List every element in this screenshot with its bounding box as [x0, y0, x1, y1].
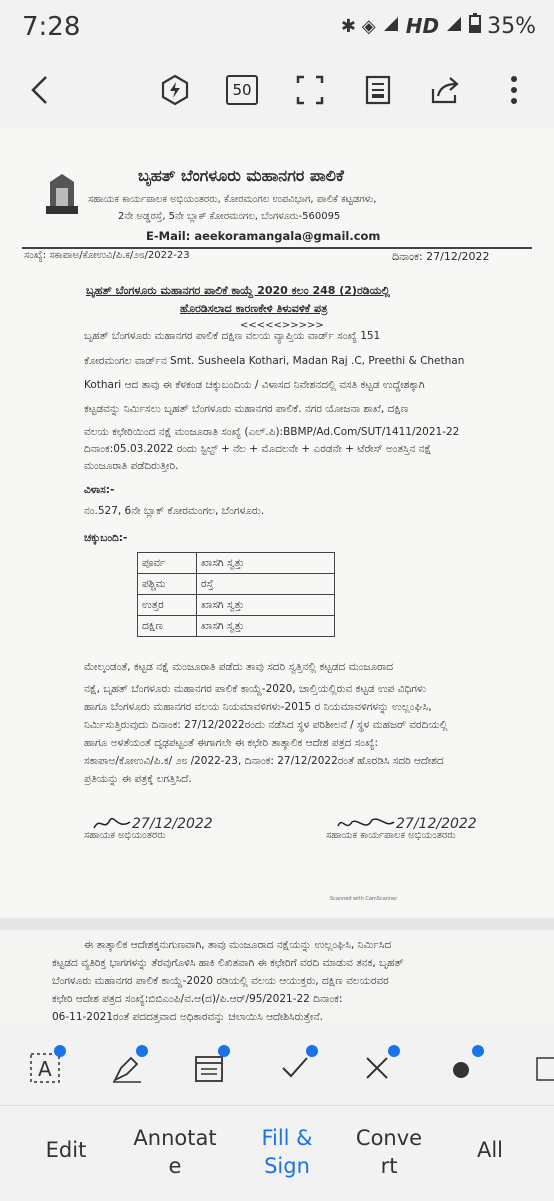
network-type: HD	[405, 14, 440, 38]
share-button[interactable]	[426, 70, 466, 110]
document-page-1	[0, 128, 554, 920]
svg-text:A: A	[38, 1057, 52, 1081]
document-viewer[interactable]	[0, 128, 554, 1023]
signature-left-date: 27/12/2022	[132, 816, 213, 832]
bottom-nav	[0, 1105, 554, 1201]
badge-icon	[388, 1045, 400, 1057]
text-box-icon	[29, 1052, 61, 1084]
document-page-2	[0, 918, 554, 1023]
table-row	[138, 553, 335, 574]
calendar-icon	[193, 1052, 225, 1084]
battery-percent: 35%	[487, 13, 536, 39]
table-row	[138, 616, 335, 637]
cross-icon	[361, 1052, 393, 1084]
para2-line: ಸಕಾಪಾಅ/ಕೋಉವಿ/ಪಿ.ಕ/ ೨೮ /2022-23, ದಿನಾಂಕ: 27/12/2022ರಂತೆ ಹೊರಡಿಸಿ ಸದರಿ ಆದೇಶದ	[84, 755, 444, 767]
viewer-toolbar	[0, 56, 554, 128]
badge-icon	[136, 1045, 148, 1057]
nav-fill-sign[interactable]	[250, 1124, 324, 1180]
page2-line: ಈ ತಾತ್ಕಾಲಿಕ ಆದೇಶಕ್ಕನುಗುಣವಾಗಿ, ತಾವು ಮಂಜೂರಾದ ನಕ್ಷೆಯನ್ನು ಉಲ್ಲಂಘಿಸಿ, ನಿರ್ಮಿಸಿದ	[84, 939, 392, 951]
bbmp-emblem-icon	[44, 172, 80, 220]
para2-line: ನಕ್ಷೆ, ಬೃಹತ್ ಬೆಂಗಳೂರು ಮಹಾನಗರ ಪಾಲಿಕೆ ಕಾಯ್ದೆ-2020, ಚಾಲ್ತಿಯಲ್ಲಿರುವ ಕಟ್ಟಡ ಉಪ ವಿಧಿಗಳು	[84, 683, 427, 695]
more-tools-button[interactable]	[528, 1051, 554, 1085]
back-button[interactable]	[20, 70, 60, 110]
signature-right-date: 27/12/2022	[396, 816, 477, 832]
lightning-hexagon-icon	[159, 74, 191, 106]
dot-icon	[445, 1052, 477, 1084]
signature-tool-button[interactable]	[110, 1051, 144, 1085]
header-email: E-Mail: aeekoramangala@gmail.com	[146, 229, 381, 243]
status-bar	[0, 0, 554, 56]
para2-line: ಹಾಗೂ ಬೆಂಗಳೂರು ಮಹಾನಗರ ವಲಯ ನಿಯಮಾವಳಿಗಳು-2015 ರ ನಿಯಮಾವಳಿಗಳನ್ನು ಉಲ್ಲಂಘಿಸಿ,	[84, 701, 432, 713]
address-label: ವಿಳಾಸ:-	[84, 484, 115, 496]
badge-icon	[218, 1045, 230, 1057]
nav-fill-sign-label: Fill &	[261, 1126, 313, 1150]
page-count-button[interactable]	[222, 70, 262, 110]
para2-line: ಹಾಗೂ ಅಳತೆಯಂತೆ ದೃಢಪಟ್ಟಂತೆ ಈಗಾಗಲೇ ಈ ಕಛೇರಿ ತಾತ್ಕಾಲಿಕ ಆದೇಶ ಪತ್ರದ ಸಂಖ್ಯೆ:	[84, 737, 379, 749]
table-row	[138, 574, 335, 595]
fill-sign-tools	[0, 1023, 554, 1105]
nav-fill-sign-label-2: Sign	[264, 1154, 310, 1178]
back-arrow-icon	[28, 74, 52, 106]
document-view-icon	[365, 75, 391, 105]
signal-icon	[382, 14, 400, 39]
table-cell: ಖಾಸಗಿ ಸ್ವತ್ತು	[197, 616, 335, 637]
fit-screen-icon	[296, 75, 324, 105]
para1-line: ಮಂಜೂರಾತಿ ಪಡೆದಿರುತ್ತೀರಿ.	[84, 460, 179, 472]
signal-icon-2	[445, 14, 463, 39]
page2-line: ಬೆಂಗಳೂರು ಮಹಾನಗರ ಪಾಲಿಕೆ ಕಾಯ್ದೆ-2020 ರಡಿಯಲ್ಲಿ ವಲಯ ಆಯುಕ್ತರು, ದಕ್ಷಿಣ ವಲಯರವರ	[52, 975, 389, 987]
nav-annotate-label: Annotat	[133, 1126, 217, 1150]
dot-tool-button[interactable]	[444, 1051, 478, 1085]
battery-icon	[469, 13, 481, 39]
page2-line: 06-11-2021ರಂತೆ ಪದದತ್ತವಾದ ಅಧಿಕಾರವನ್ನು ಚಲಾಯಿಸಿ ಆದೇಶಿಸಿರುತ್ತೇನೆ.	[52, 1011, 323, 1023]
text-tool-button[interactable]	[28, 1051, 62, 1085]
page2-line: ಕಛೇರಿ ಆದೇಶ ಪತ್ರದ ಸಂಖ್ಯೆ:ಬಿಬಿಎಂಪಿ/ವ.ಆ(ದ)/ಪಿ.ಆರ್/95/2021-22 ದಿನಾಂಕ:	[52, 993, 343, 1005]
table-cell: ಉತ್ತರ	[138, 595, 197, 616]
para1-line: ಬೃಹತ್ ಬೆಂಗಳೂರು ಮಹಾನಗರ ಪಾಲಿಕೆ ದಕ್ಷಿಣ ವಲಯ ವ್ಯಾಪ್ತಿಯ ವಾರ್ಡ್ ಸಂಖ್ಯೆ 151	[84, 330, 381, 342]
header-line-2: 2ನೇ ಅಡ್ಡರಸ್ತೆ, 5ನೇ ಬ್ಲಾಕ್ ಕೋರಮಂಗಲ, ಬೆಂಗಳೂರು-560095	[118, 211, 341, 222]
more-options-button[interactable]	[494, 70, 534, 110]
nav-convert[interactable]	[350, 1124, 428, 1180]
table-cell: ರಸ್ತೆ	[197, 574, 335, 595]
subject-line-2: ಹೊರಡಿಸಲಾದ ಕಾರಣಕೇಳಿ ತಿಳುವಳಿಕೆ ಪತ್ರ	[180, 302, 328, 315]
reference-number: ಸಂಖ್ಯೆ: ಸಕಾಪಾಅ/ಕೋಉವಿ/ಪಿ.ಕ/೨೮/2022-23	[24, 250, 190, 261]
signature-left-title: ಸಹಾಯಕ ಅಭಿಯಂತರರು	[84, 830, 166, 841]
header-title: ಬೃಹತ್ ಬೆಂಗಳೂರು ಮಹಾನಗರ ಪಾಲಿಕೆ	[138, 166, 344, 185]
letter-date: ದಿನಾಂಕ: 27/12/2022	[392, 250, 490, 263]
boundary-label: ಚಕ್ಕುಬಂದಿ:-	[84, 532, 128, 544]
fit-screen-button[interactable]	[290, 70, 330, 110]
boundary-table	[137, 552, 335, 637]
table-cell: ಪೂರ್ವ	[138, 553, 197, 574]
nav-convert-label: Conve	[355, 1126, 423, 1150]
table-row	[138, 595, 335, 616]
share-icon	[430, 75, 462, 105]
more-vertical-icon	[510, 75, 518, 105]
address-value: ನಂ.527, 6ನೇ ಬ್ಲಾಕ್ ಕೋರಮಂಗಲ, ಬೆಂಗಳೂರು.	[84, 505, 265, 517]
signature-right-title: ಸಹಾಯಕ ಕಾರ್ಯಪಾಲಕ ಅಭಿಯಂತರರು	[326, 830, 456, 841]
nav-edit[interactable]	[44, 1136, 88, 1164]
scanner-watermark: Scanned with CamScanner	[330, 896, 398, 902]
date-tool-button[interactable]	[192, 1051, 226, 1085]
para1-line: Kothari ಆದ ತಾವು ಈ ಕೆಳಕಂಡ ಚಕ್ಕುಬಂದಿಯ / ವಿಳಾಸದ ನಿವೇಶನದಲ್ಲಿ ವಸತಿ ಕಟ್ಟಡ ಉದ್ದೇಶಕ್ಕಾಗಿ	[84, 379, 425, 391]
partial-tool-icon	[535, 1052, 554, 1084]
nav-convert-label-2: rt	[380, 1154, 398, 1178]
checkmark-icon	[279, 1052, 311, 1084]
page2-line: ಕಟ್ಟಡದ ವ್ಯತಿರಿಕ್ತ ಭಾಗಗಳನ್ನು ತೆರವುಗೊಳಿಸಿ ಹಾಕಿ ಲಿಖಿತವಾಗಿ ಈ ಕಛೇರಿಗೆ ವರದಿ ಮಾಡುವ ತನಕ, ಬೃಹತ್	[52, 957, 404, 969]
nav-annotate-label-2: e	[168, 1154, 182, 1178]
para1-line: ವಲಯ ಕಛೇರಿಯಿಂದ ನಕ್ಷೆ ಮಂಜೂರಾತಿ ಸಂಖ್ಯೆ (ಎಲ್.ಪಿ):BBMP/Ad.Com/SUT/1411/2021-22	[84, 426, 460, 438]
table-cell: ಖಾಸಗಿ ಸ್ವತ್ತು	[197, 595, 335, 616]
view-mode-button[interactable]	[358, 70, 398, 110]
wifi-icon: ◈	[361, 15, 376, 37]
para1-line: ಕೋರಮಂಗಲ ವಾರ್ಡ್‌ನ Smt. Susheela Kothari, Madan Raj .C, Preethi & Chethan	[84, 355, 465, 367]
smart-action-button[interactable]	[155, 70, 195, 110]
para2-line: ಪ್ರತಿಯನ್ನು ಈ ಪತ್ರಕ್ಕೆ ಲಗತ್ತಿಸಿದೆ.	[84, 773, 192, 785]
table-cell: ಖಾಸಗಿ ಸ್ವತ್ತು	[197, 553, 335, 574]
nav-all[interactable]	[468, 1136, 512, 1164]
table-cell: ಪಶ್ಚಿಮ	[138, 574, 197, 595]
page-count-badge: 50	[226, 75, 258, 105]
badge-icon	[54, 1045, 66, 1057]
para1-line: ದಿನಾಂಕ:05.03.2022 ರಂದು ಸ್ಟಿಲ್ಟ್ + ನೆಲ + ಮೊದಲನೇ + ಎರಡನೇ + ಟೆರೇಸ್ ಅಂತಸ್ತಿನ ನಕ್ಷೆ	[84, 443, 432, 455]
nav-annotate[interactable]	[130, 1124, 220, 1180]
bluetooth-icon: ✱	[340, 15, 356, 37]
nav-all-label: All	[476, 1138, 504, 1162]
subject-line-1: ಬೃಹತ್ ಬೆಂಗಳೂರು ಮಹಾನಗರ ಪಾಲಿಕೆ ಕಾಯ್ದೆ 2020 ಕಲಂ 248 (2)ರಡಿಯಲ್ಲಿ	[86, 284, 390, 297]
para2-line: ನಿರ್ಮಿಸುತ್ತಿರುವುದು ದಿನಾಂಕ: 27/12/2022ರಂದು ನಡೆಸಿದ ಸ್ಥಳ ಪರಿಶೀಲನೆ / ಸ್ಥಳ ಮಹಜರ್ ವರದಿಯಲ್ಲಿ	[84, 719, 448, 731]
para1-line: ಕಟ್ಟಡವನ್ನು ನಿರ್ಮಿಸಲು ಬೃಹತ್ ಬೆಂಗಳೂರು ಮಹಾನಗರ ಪಾಲಿಕೆ. ನಗರ ಯೋಜನಾ ಶಾಖೆ, ದಕ್ಷಿಣ	[84, 403, 409, 415]
header-divider	[22, 247, 532, 249]
para2-line: ಮೇಲ್ಕಂಡಂತೆ, ಕಟ್ಟಡ ನಕ್ಷೆ ಮಂಜೂರಾತಿ ಪಡೆದು ತಾವು ಸದರಿ ಸ್ವತ್ತಿನಲ್ಲಿ ಕಟ್ಟಡದ ಮಂಜೂರಾದ	[84, 661, 394, 673]
table-cell: ದಕ್ಷಿಣ	[138, 616, 197, 637]
subject-mark: <<<<<>>>>>	[240, 320, 324, 331]
badge-icon	[472, 1045, 484, 1057]
status-time: 7:28	[22, 12, 81, 42]
header-line-1: ಸಹಾಯಕ ಕಾರ್ಯಪಾಲಕ ಅಭಿಯಂತರರು, ಕೋರಮಂಗಲ ಉಪವಿಭಾಗ, ಪಾಲಿಕೆ ಕಟ್ಟಡಗಳು,	[88, 194, 377, 205]
pen-nib-icon	[111, 1052, 143, 1084]
checkmark-tool-button[interactable]	[278, 1051, 312, 1085]
badge-icon	[306, 1045, 318, 1057]
cross-tool-button[interactable]	[360, 1051, 394, 1085]
nav-edit-label: Edit	[45, 1138, 87, 1162]
status-icons	[341, 13, 536, 39]
